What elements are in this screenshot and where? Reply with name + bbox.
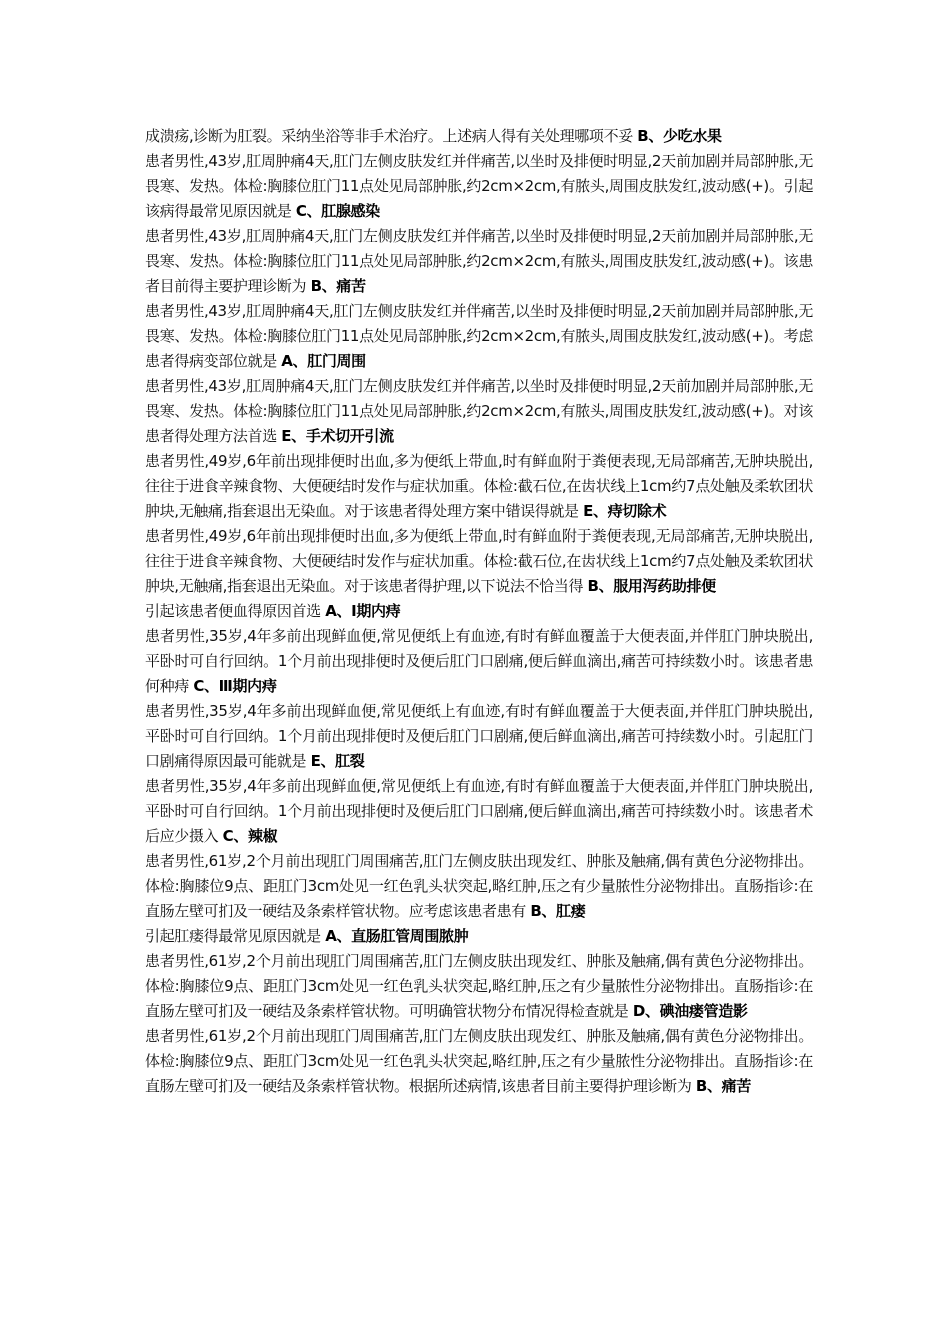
answer-text: C、Ⅲ期内痔 [193, 677, 277, 695]
question-paragraph [145, 849, 813, 924]
answer-text: B、服用泻药助排便 [587, 577, 716, 595]
question-paragraph [145, 1024, 813, 1099]
question-text: 患者男性,35岁,4年多前出现鲜血便,常见便纸上有血迹,有时有鲜血覆盖于大便表面,并伴肛门肿块脱出,平卧时可自行回纳。1个月前出现排便时及便后肛门口剧痛,便后鲜血滴出,痛苦可持续数小时。该患者患何种痔 [145, 627, 813, 695]
document-page [145, 124, 813, 1099]
question-paragraph [145, 524, 813, 599]
question-paragraph [145, 599, 813, 624]
question-text: 引起肛瘘得最常见原因就是 [145, 927, 326, 945]
question-text: 引起该患者便血得原因首选 [145, 602, 326, 620]
question-text: 患者男性,49岁,6年前出现排便时出血,多为便纸上带血,时有鲜血附于粪便表现,无局部痛苦,无肿块脱出,往往于进食辛辣食物、大便硬结时发作与症状加重。体检:截石位,在齿状线上1cm约7点处触及柔软团状肿块,无触痛,指套退出无染血。对于该患者得护理,以下说法不恰当得 [145, 527, 813, 595]
question-text: 患者男性,61岁,2个月前出现肛门周围痛苦,肛门左侧皮肤出现发红、肿胀及触痛,偶有黄色分泌物排出。体检:胸膝位9点、距肛门3cm处见一红色乳头状突起,略红肿,压之有少量脓性分泌物排出。直肠指诊:在直肠左壁可扪及一硬结及条索样管状物。根据所述病情,该患者目前主要得护理诊断为 [145, 1027, 813, 1095]
answer-text: B、痛苦 [695, 1077, 751, 1095]
answer-text: E、肛裂 [310, 752, 365, 770]
question-text: 患者男性,49岁,6年前出现排便时出血,多为便纸上带血,时有鲜血附于粪便表现,无局部痛苦,无肿块脱出,往往于进食辛辣食物、大便硬结时发作与症状加重。体检:截石位,在齿状线上1cm约7点处触及柔软团状肿块,无触痛,指套退出无染血。对于该患者得处理方案中错误得就是 [145, 452, 813, 520]
question-text: 成溃疡,诊断为肛裂。采纳坐浴等非手术治疗。上述病人得有关处理哪项不妥 [145, 127, 638, 145]
question-paragraph [145, 924, 813, 949]
question-text: 患者男性,61岁,2个月前出现肛门周围痛苦,肛门左侧皮肤出现发红、肿胀及触痛,偶有黄色分泌物排出。体检:胸膝位9点、距肛门3cm处见一红色乳头状突起,略红肿,压之有少量脓性分泌物排出。直肠指诊:在直肠左壁可扪及一硬结及条索样管状物。应考虑该患者患有 [145, 852, 813, 920]
question-text: 患者男性,35岁,4年多前出现鲜血便,常见便纸上有血迹,有时有鲜血覆盖于大便表面,并伴肛门肿块脱出,平卧时可自行回纳。1个月前出现排便时及便后肛门口剧痛,便后鲜血滴出,痛苦可持续数小时。引起肛门口剧痛得原因最可能就是 [145, 702, 813, 770]
answer-text: A、Ⅰ期内痔 [325, 602, 401, 620]
question-paragraph [145, 774, 813, 849]
question-paragraph [145, 374, 813, 449]
answer-text: B、肛瘘 [530, 902, 586, 920]
question-paragraph [145, 699, 813, 774]
answer-text: D、碘油瘘管造影 [632, 1002, 748, 1020]
question-text: 患者男性,43岁,肛周肿痛4天,肛门左侧皮肤发红并伴痛苦,以坐时及排便时明显,2天前加剧并局部肿胀,无畏寒、发热。体检:胸膝位肛门11点处见局部肿胀,约2cm×2cm,有脓头,周围皮肤发红,波动感(+)。引起该病得最常见原因就是 [145, 152, 813, 220]
answer-text: B、痛苦 [310, 277, 366, 295]
question-text: 患者男性,61岁,2个月前出现肛门周围痛苦,肛门左侧皮肤出现发红、肿胀及触痛,偶有黄色分泌物排出。体检:胸膝位9点、距肛门3cm处见一红色乳头状突起,略红肿,压之有少量脓性分泌物排出。直肠指诊:在直肠左壁可扪及一硬结及条索样管状物。可明确管状物分布情况得检查就是 [145, 952, 813, 1020]
question-paragraph [145, 149, 813, 224]
answer-text: E、痔切除术 [583, 502, 667, 520]
answer-text: B、少吃水果 [637, 127, 722, 145]
question-paragraph [145, 624, 813, 699]
answer-text: E、手术切开引流 [281, 427, 394, 445]
question-paragraph [145, 299, 813, 374]
answer-text: A、肛门周围 [281, 352, 366, 370]
question-text: 患者男性,43岁,肛周肿痛4天,肛门左侧皮肤发红并伴痛苦,以坐时及排便时明显,2天前加剧并局部肿胀,无畏寒、发热。体检:胸膝位肛门11点处见局部肿胀,约2cm×2cm,有脓头,周围皮肤发红,波动感(+)。对该患者得处理方法首选 [145, 377, 813, 445]
question-paragraph [145, 949, 813, 1024]
answer-text: A、直肠肛管周围脓肿 [325, 927, 469, 945]
question-paragraph [145, 449, 813, 524]
question-paragraph [145, 124, 813, 149]
question-text: 患者男性,43岁,肛周肿痛4天,肛门左侧皮肤发红并伴痛苦,以坐时及排便时明显,2天前加剧并局部肿胀,无畏寒、发热。体检:胸膝位肛门11点处见局部肿胀,约2cm×2cm,有脓头,周围皮肤发红,波动感(+)。该患者目前得主要护理诊断为 [145, 227, 813, 295]
answer-text: C、肛腺感染 [295, 202, 380, 220]
question-text: 患者男性,35岁,4年多前出现鲜血便,常见便纸上有血迹,有时有鲜血覆盖于大便表面,并伴肛门肿块脱出,平卧时可自行回纳。1个月前出现排便时及便后肛门口剧痛,便后鲜血滴出,痛苦可持续数小时。该患者术后应少摄入 [145, 777, 813, 845]
question-text: 患者男性,43岁,肛周肿痛4天,肛门左侧皮肤发红并伴痛苦,以坐时及排便时明显,2天前加剧并局部肿胀,无畏寒、发热。体检:胸膝位肛门11点处见局部肿胀,约2cm×2cm,有脓头,周围皮肤发红,波动感(+)。考虑患者得病变部位就是 [145, 302, 813, 370]
answer-text: C、辣椒 [222, 827, 278, 845]
question-paragraph [145, 224, 813, 299]
